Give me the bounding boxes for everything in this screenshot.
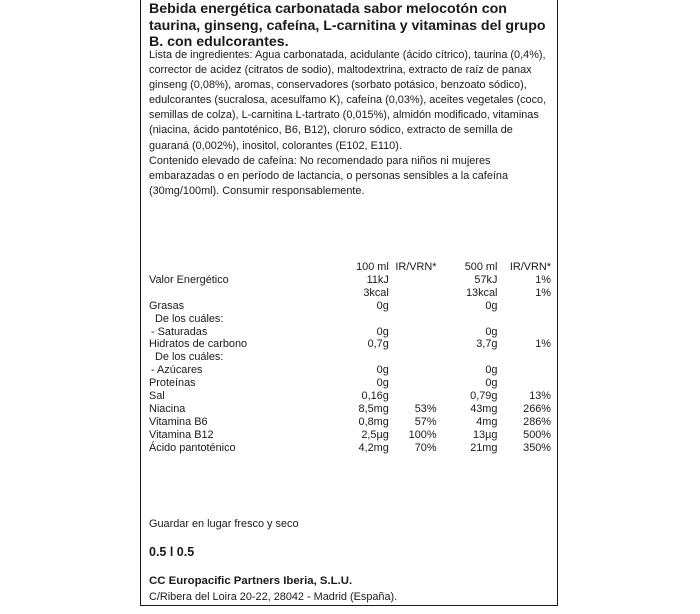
header-label	[149, 261, 284, 274]
nutrient-name: De los cuáles:	[155, 312, 224, 325]
irvrn-100ml	[389, 326, 437, 339]
value-500ml	[437, 351, 498, 364]
value-100ml: 8,5mg	[358, 402, 389, 415]
header-irvrn-100ml: IR/VRN*	[395, 261, 437, 273]
irvrn-500ml: 1%	[535, 273, 551, 286]
value-500ml: 13kcal	[465, 286, 498, 299]
table-row	[149, 287, 551, 300]
table-row	[149, 390, 551, 403]
value-500ml: 0g	[485, 364, 498, 377]
table-row	[149, 300, 551, 313]
value-100ml: 0g	[376, 364, 389, 377]
irvrn-500ml: 286%	[523, 415, 551, 428]
value-100ml: 0g	[376, 377, 389, 390]
value-500ml: 4mg	[476, 415, 498, 428]
irvrn-100ml	[389, 300, 437, 313]
value-100ml	[284, 351, 389, 364]
irvrn-500ml: 500%	[523, 428, 551, 441]
value-100ml: 0,7g	[367, 338, 389, 351]
value-100ml	[284, 313, 389, 326]
value-100ml: 3kcal	[363, 286, 389, 299]
header-irvrn-500ml: IR/VRN*	[509, 261, 551, 273]
irvrn-100ml: 53%	[414, 402, 437, 415]
value-100ml: 2,5µg	[361, 428, 389, 441]
nutrient-name: Vitamina B6	[149, 415, 208, 428]
header-500ml: 500 ml	[464, 261, 498, 273]
value-100ml: 0,16g	[361, 390, 389, 403]
nutrient-name: - Azúcares	[151, 364, 203, 377]
nutrient-name: Grasas	[149, 299, 185, 312]
irvrn-500ml	[497, 364, 551, 377]
value-500ml: 21mg	[470, 441, 498, 454]
irvrn-100ml	[389, 287, 437, 300]
table-row	[149, 326, 551, 339]
caffeine-warning: Contenido elevado de cafeína: No recomendado para niños ni mujeres embarazadas o en período de lactancia, o personas sensibles a la cafeína (30mg/100ml). Consumir responsablemente.	[149, 155, 509, 198]
header-100ml: 100 ml	[356, 261, 389, 273]
irvrn-500ml: 266%	[523, 402, 551, 415]
table-row	[149, 274, 551, 287]
ingredients-list: Lista de ingredientes: Agua carbonatada, acidulante (ácido cítrico), taurina (0,4%), corrector de acidez (citratos de sodio), maltodextrina, extracto de raíz de panax ginseng (0,08%), aromas, conservadores (sorbato potásico, benzoato sódico), edulcorantes (sucralosa, acesulfamo K), cafeína (0,03%), aceites vegetales (coco, semillas de colza), L-carnitina L-tartrato (0,015%), almidón modificado, vitaminas (niacina, ácido pantoténico, B6, B12), cloruro sódico, extracto de semilla de guaraná (0,002%), inositol, colorantes (E102, E110).	[149, 49, 547, 152]
nutrition-table	[149, 261, 551, 455]
value-500ml: 0,79g	[470, 390, 498, 403]
nutrient-name: Sal	[149, 390, 165, 403]
value-100ml: 0,8mg	[358, 415, 389, 428]
value-100ml: 0g	[376, 325, 389, 338]
value-100ml: 4,2mg	[358, 441, 389, 454]
value-500ml: 0g	[485, 377, 498, 390]
irvrn-100ml: 57%	[414, 415, 437, 428]
value-100ml: 0g	[376, 299, 389, 312]
nutrition-header-row	[149, 261, 551, 274]
irvrn-500ml: 1%	[535, 286, 551, 299]
value-500ml: 0g	[485, 299, 498, 312]
irvrn-100ml	[389, 274, 437, 287]
company-address: C/Ribera del Loira 20-22, 28042 - Madrid (España).	[149, 591, 398, 603]
irvrn-500ml: 13%	[529, 390, 551, 403]
value-100ml: 11kJ	[366, 273, 389, 286]
value-500ml: 13µg	[472, 428, 498, 441]
value-500ml: 0g	[485, 325, 498, 338]
value-500ml	[437, 313, 498, 326]
nutrient-name: De los cuáles:	[155, 351, 224, 364]
irvrn-500ml	[497, 300, 551, 313]
irvrn-500ml	[497, 313, 551, 326]
nutrient-name: Niacina	[149, 402, 186, 415]
value-500ml: 3,7g	[476, 338, 498, 351]
product-title: Bebida energética carbonatada sabor melocotón con taurina, ginseng, cafeína, L-carnitina y vitaminas del grupo B. con edulcorantes.	[149, 1, 546, 50]
table-row	[149, 313, 551, 326]
nutrient-name: Ácido pantoténico	[149, 441, 236, 454]
table-row	[149, 442, 551, 455]
nutrient-name: - Saturadas	[151, 325, 208, 338]
table-row	[149, 364, 551, 377]
irvrn-500ml: 1%	[535, 338, 551, 351]
irvrn-100ml: 100%	[408, 428, 437, 441]
nutrient-name: Vitamina B12	[149, 428, 214, 441]
table-row	[149, 416, 551, 429]
table-row	[149, 429, 551, 442]
value-500ml: 57kJ	[474, 273, 498, 286]
table-row	[149, 338, 551, 351]
net-quantity: 0.5 l 0.5	[149, 545, 195, 559]
irvrn-100ml	[389, 313, 437, 326]
table-row	[149, 351, 551, 364]
irvrn-100ml: 70%	[414, 441, 437, 454]
nutrient-name: Hidratos de carbono	[149, 338, 248, 351]
table-row	[149, 403, 551, 416]
irvrn-100ml	[389, 390, 437, 403]
storage-instructions: Guardar en lugar fresco y seco	[149, 518, 299, 530]
irvrn-500ml: 350%	[523, 441, 551, 454]
irvrn-500ml	[497, 326, 551, 339]
irvrn-100ml	[389, 351, 437, 364]
nutrient-name: Proteínas	[149, 377, 196, 390]
irvrn-500ml	[497, 351, 551, 364]
nutrient-name	[149, 287, 284, 300]
irvrn-100ml	[389, 377, 437, 390]
irvrn-100ml	[389, 364, 437, 377]
table-row	[149, 377, 551, 390]
nutrient-name: Valor Energético	[149, 273, 229, 286]
irvrn-500ml	[497, 377, 551, 390]
value-500ml: 43mg	[470, 402, 498, 415]
irvrn-100ml	[389, 338, 437, 351]
company-name: CC Europacific Partners Iberia, S.L.U.	[149, 575, 353, 587]
